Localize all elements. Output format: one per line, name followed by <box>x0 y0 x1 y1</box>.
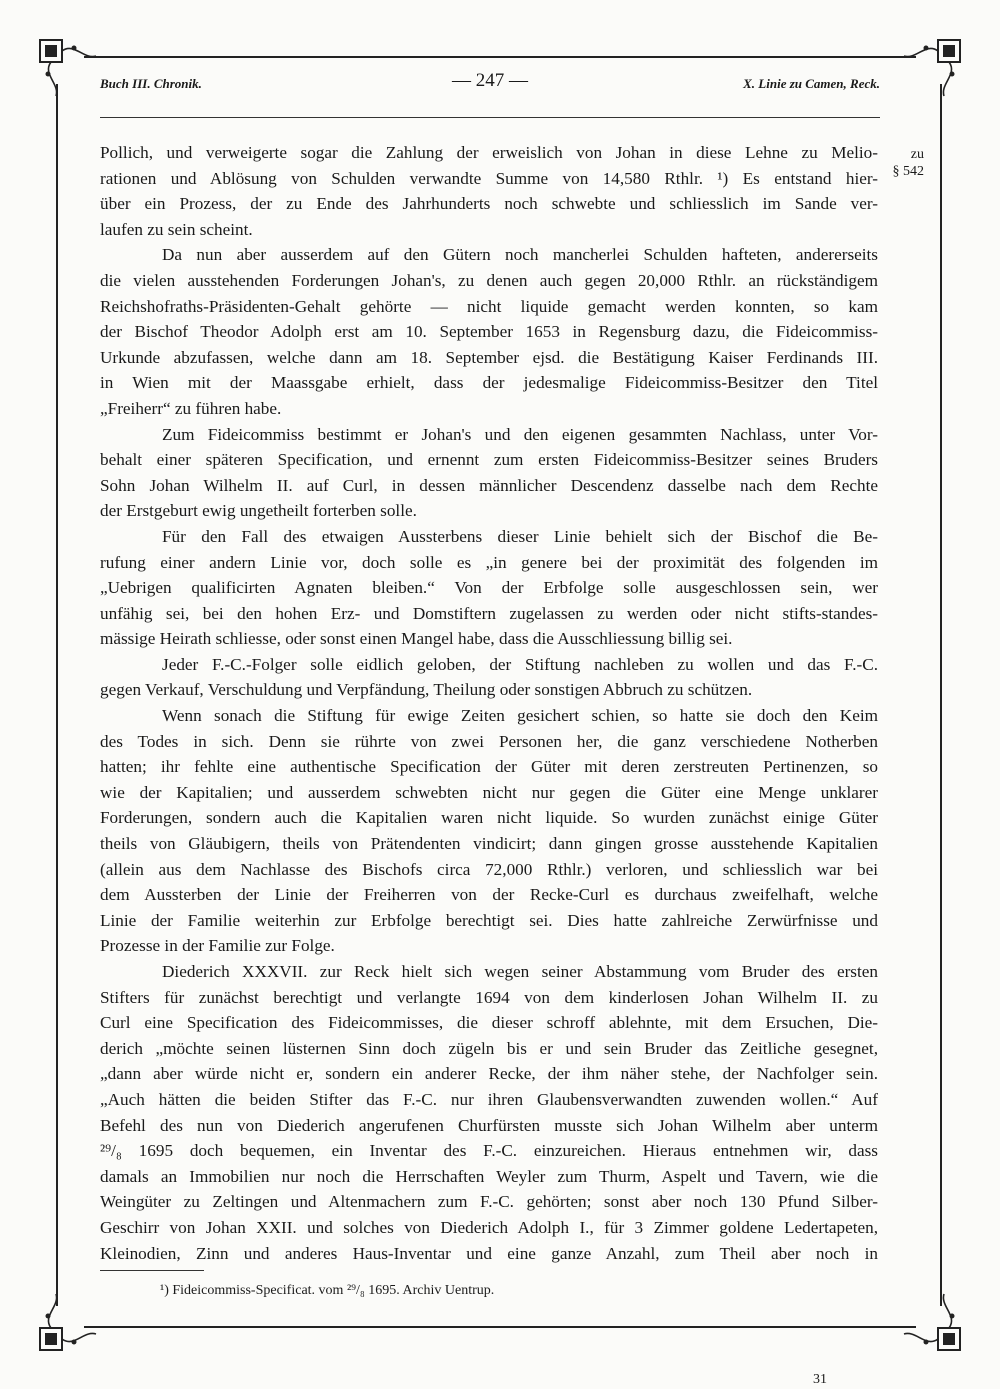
text-line: mässige Heirath schliesse, oder sonst einen Mangel habe, dass die Ausschliessung billig sei. <box>100 629 733 649</box>
text-line: Da nun aber ausserdem auf den Gütern noch mancherlei Schulden hafteten, andererseits <box>162 245 878 265</box>
text-line: Urkunde abzufassen, welche dann am 18. September ejsd. die Bestätigung Kaiser Ferdinands III. <box>100 347 878 367</box>
margin-note-line: § 542 <box>892 164 924 179</box>
text-line: „Uebrigen qualificirten Agnaten bleiben.“ Von der Erbfolge solle ausgeschlossen sein, wer <box>100 578 878 598</box>
corner-ornament-bottom-right <box>902 1292 966 1356</box>
text-line: Zum Fideicommiss bestimmt er Johan's und den eigenen gesammten Nachlass, unter Vor- <box>162 424 878 444</box>
text-line: unfähig sei, bei den hohen Erz- und Domstiftern zugelassen zu werden oder nicht stifts-standes- <box>100 603 878 623</box>
corner-ornament-bottom-left <box>34 1292 98 1356</box>
paragraph <box>100 242 878 421</box>
text-line: Curl eine Specification des Fideicommisses, die dieser schroff ablehnte, mit dem Ersuchen, Die- <box>100 1013 878 1033</box>
running-header <box>100 70 880 96</box>
text-line: des Todes in sich. Denn sie rührte von zwei Personen her, die ganz verschiedene Notherben <box>100 731 878 751</box>
paragraph <box>100 422 878 524</box>
text-line: rufung einer andern Linie vor, doch solle es „in genere bei der proximität des folgenden im <box>100 552 878 572</box>
text-line: behalt einer späteren Specification, und ernennt zum ersten Fideicommiss-Besitzer seines Bruders <box>100 450 878 470</box>
text-line: Forderungen, sondern auch die Kapitalien waren nicht liquide. So wurden zunächst einige Güter <box>100 808 878 828</box>
text-line: hatten; ihr fehlte eine authentische Specification der Güter mit deren zerstreuten Pertinenzen, so <box>100 757 878 777</box>
page-number: — 247 — <box>452 70 528 91</box>
text-line: der Erstgeburt ewig ungetheilt forterben solle. <box>100 501 417 521</box>
text-line: wie der Kapitalien; und ausserdem schwebten nicht nur gegen die Güter eine Menge unklarer <box>100 782 878 802</box>
margin-note <box>884 146 924 180</box>
text-line: Prozesse in der Familie zur Folge. <box>100 936 335 956</box>
text-line: Wenn sonach die Stiftung für ewige Zeiten gesichert schien, so hatte sie doch den Keim <box>162 706 878 726</box>
frame-top-rule <box>84 56 916 58</box>
signature-mark: 31 <box>813 1372 827 1387</box>
header-rule <box>100 117 880 118</box>
text-line: rationen und Ablösung von Schulden verwandte Summe von 14,580 Rthlr. ¹) Es entstand hier- <box>100 168 878 188</box>
footnote: ¹) Fideicommiss-Specificat. vom ²⁹/₈ 1695. Archiv Uentrup. <box>160 1283 495 1298</box>
text-line: Weingüter zu Zeltingen und Altenmachern zum F.-C. gehörten; sonst aber noch 130 Pfund Silber- <box>100 1192 878 1212</box>
paragraph <box>100 959 878 1266</box>
margin-note-line: zu <box>910 147 924 162</box>
paragraph <box>100 140 878 242</box>
text-line: „dann aber würde nicht er, sondern ein anderer Recke, der ihm näher stehe, der Nachfolger sein. <box>100 1064 878 1084</box>
text-line: Kleinodien, Zinn und anderes Haus-Inventar und eine ganze Anzahl, zum Theil aber noch in <box>100 1243 878 1263</box>
corner-ornament-top-right <box>902 34 966 98</box>
text-line: der Bischof Theodor Adolph erst am 10. September 1653 in Regensburg dazu, die Fideicommiss- <box>100 322 878 342</box>
frame-right-rule <box>940 84 942 1306</box>
text-line: (allein aus dem Nachlasse des Bischofs circa 72,000 Rthlr.) verloren, und schliesslich war bei <box>100 859 878 879</box>
text-line: in Wien mit der Maassgabe erhielt, dass der jedesmalige Fideicommiss-Besitzer den Titel <box>100 373 878 393</box>
text-line: Jeder F.-C.-Folger solle eidlich geloben, der Stiftung nachleben zu wollen und das F.-C. <box>162 654 878 674</box>
corner-ornament-top-left <box>34 34 98 98</box>
text-line: theils von Gläubigern, theils von Prätendenten vindicirt; dann gingen grosse ausstehende Kapitalien <box>100 834 878 854</box>
text-line: Sohn Johan Wilhelm II. auf Curl, in dessen männlicher Descendenz dasselbe nach dem Rechte <box>100 475 878 495</box>
text-line: Für den Fall des etwaigen Aussterbens dieser Linie behielt sich der Bischof die Be- <box>162 526 878 546</box>
header-section-title: X. Linie zu Camen, Reck. <box>743 76 880 91</box>
text-line: Linie der Familie weiterhin zur Erbfolge berechtigt sei. Dies hatte zahlreiche Zerwürfnisse und <box>100 910 878 930</box>
text-line: gegen Verkauf, Verschuldung und Verpfändung, Theilung oder sonstigen Abbruch zu schützen. <box>100 680 753 700</box>
text-line: derich „möchte seinen lüsternen Sinn doch zügeln bis er und sein Bruder das Zeitliche gesegnet, <box>100 1038 878 1058</box>
frame-bottom-rule <box>84 1326 916 1328</box>
text-line: Stifters für zunächst berechtigt und verlangte 1694 von dem kinderlosen Johan Wilhelm II. zu <box>100 987 878 1007</box>
text-line: Diederich XXXVII. zur Reck hielt sich wegen seiner Abstammung vom Bruder des ersten <box>162 962 878 981</box>
text-line: über ein Prozess, der zu Ende des Jahrhunderts noch schwebte und schliesslich im Sande ver- <box>100 194 878 214</box>
body-text <box>100 140 878 1266</box>
text-line: Pollich, und verweigerte sogar die Zahlung der erweislich von Johan in diese Lehne zu Melio- <box>100 143 878 162</box>
text-line: „Auch hätten die beiden Stifter das F.-C. nur ihren Glaubensverwandten zuwenden wollen.“ Auf <box>100 1089 878 1109</box>
paragraph <box>100 652 878 703</box>
text-line: Reichshofraths-Präsidenten-Gehalt gehörte — nicht liquide gemacht werden konnten, so kam <box>100 296 878 316</box>
frame-left-rule <box>56 84 58 1306</box>
text-line: „Freiherr“ zu führen habe. <box>100 398 282 418</box>
text-line: ²⁹/₈ 1695 doch bequemen, ein Inventar des F.-C. einzureichen. Hieraus entnehmen wir, dass <box>100 1141 878 1161</box>
text-line: dem Aussterben der Linie der Freiherren von der Recke-Curl es durchaus zweifelhaft, welche <box>100 885 878 905</box>
header-book-title: Buch III. Chronik. <box>100 76 202 91</box>
text-line: die vielen ausstehenden Forderungen Johan's, zu denen auch gegen 20,000 Rthlr. an rückständigem <box>100 270 878 290</box>
text-line: Befehl des nun von Diederich angerufenen Churfürsten musste sich Johan Wilhelm aber unterm <box>100 1115 878 1135</box>
paragraph <box>100 524 878 652</box>
footnote-rule <box>100 1270 204 1271</box>
text-line: Geschirr von Johan XXII. und solches von Diederich Adolph I., für 3 Zimmer goldene Ledertapeten, <box>100 1217 878 1237</box>
paragraph <box>100 703 878 959</box>
text-line: laufen zu sein scheint. <box>100 219 253 239</box>
text-line: damals an Immobilien nur noch die Herrschaften Weyler zum Thurm, Aspelt und Tavern, wie die <box>100 1166 878 1186</box>
